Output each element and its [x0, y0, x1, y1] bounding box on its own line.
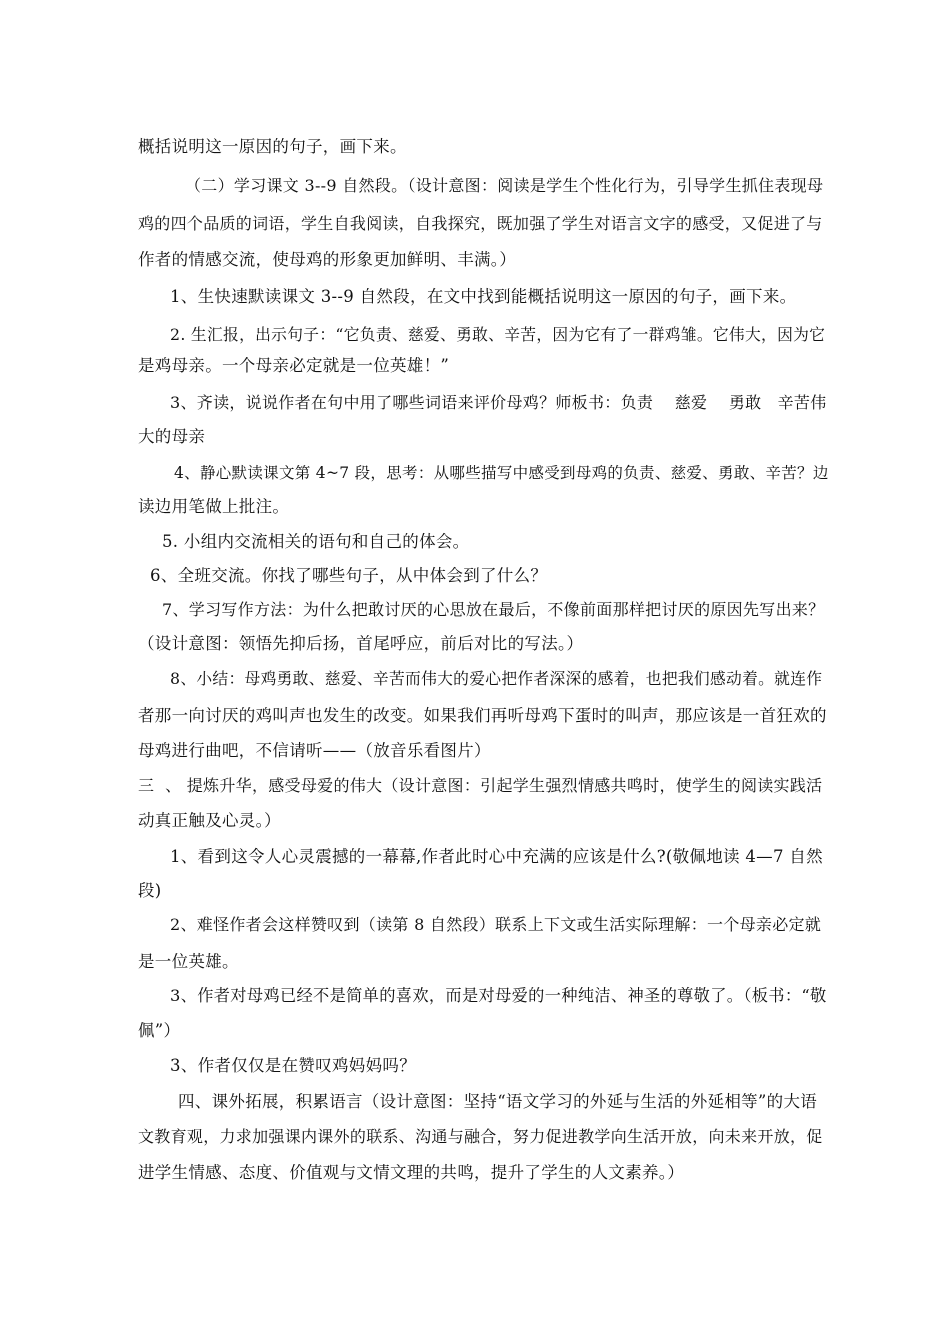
text-line: 进学生情感、态度、价值观与文情文理的共鸣，提升了学生的人文素养。） — [138, 1163, 685, 1182]
text-line: 大的母亲 — [138, 427, 206, 446]
text-line: 段) — [138, 881, 162, 900]
text-line: 1、看到这令人心灵震撼的一幕幕,作者此时心中充满的应该是什么?(敬佩地读 4—7 自然 — [170, 847, 823, 866]
text-line: 3、齐读，说说作者在句中用了哪些词语来评价母鸡？师板书：负责 慈爱 勇敢 辛苦伟 — [170, 393, 827, 412]
text-line: 动真正触及心灵。） — [138, 811, 281, 830]
text-line: 者那一向讨厌的鸡叫声也发生的改变。如果我们再听母鸡下蛋时的叫声，那应该是一首狂欢的 — [138, 706, 827, 725]
text-line: 是鸡母亲。一个母亲必定就是一位英雄！” — [138, 356, 450, 375]
text-line: 三 、 提炼升华，感受母爱的伟大（设计意图：引起学生强烈情感共鸣时，使学生的阅读实践活 — [138, 776, 823, 795]
text-line: （设计意图：领悟先抑后扬，首尾呼应，前后对比的写法。） — [138, 634, 584, 653]
text-line: 6、全班交流。你找了哪些句子，从中体会到了什么？ — [150, 566, 548, 585]
text-line: 母鸡进行曲吧，不信请听——（放音乐看图片） — [138, 741, 491, 760]
text-line: 是一位英雄。 — [138, 952, 239, 971]
text-line: 2、难怪作者会这样赞叹到（读第 8 自然段）联系上下文或生活实际理解：一个母亲必定就 — [170, 915, 822, 934]
text-line: 7、学习写作方法：为什么把敢讨厌的心思放在最后，不像前面那样把讨厌的原因先写出来？ — [162, 600, 825, 619]
text-line: 5. 小组内交流相关的语句和自己的体会。 — [162, 532, 470, 551]
text-line: 8、小结：母鸡勇敢、慈爱、辛苦而伟大的爱心把作者深深的感着，也把我们感动着。就连作 — [170, 669, 823, 688]
text-line: （二）学习课文 3--9 自然段。（设计意图：阅读是学生个性化行为，引导学生抓住表现母 — [185, 176, 824, 195]
text-line: 文教育观，力求加强课内课外的联系、沟通与融合，努力促进教学向生活开放，向未来开放，促 — [138, 1127, 823, 1146]
text-line: 读边用笔做上批注。 — [138, 497, 290, 516]
text-line: 4、静心默读课文第 4~7 段，思考：从哪些描写中感受到母鸡的负责、慈爱、勇敢、辛苦？边 — [174, 464, 829, 482]
text-line: 3、作者对母鸡已经不是简单的喜欢，而是对母爱的一种纯洁、神圣的尊敬了。（板书：“敬 — [170, 986, 827, 1005]
text-line: 2. 生汇报，出示句子：“它负责、慈爱、勇敢、辛苦，因为它有了一群鸡雏。它伟大，因为它 — [170, 325, 826, 344]
text-line: 四、课外拓展，积累语言（设计意图：坚持“语文学习的外延与生活的外延相等”的大语 — [178, 1092, 818, 1111]
text-line: 鸡的四个品质的词语，学生自我阅读，自我探究，既加强了学生对语言文字的感受，又促进了与 — [138, 214, 823, 233]
text-line: 概括说明这一原因的句子，画下来。 — [138, 137, 407, 156]
text-line: 1、生快速默读课文 3--9 自然段，在文中找到能概括说明这一原因的句子，画下来。 — [170, 287, 797, 306]
text-line: 3、作者仅仅是在赞叹鸡妈妈吗？ — [170, 1056, 416, 1075]
text-line: 作者的情感交流，使母鸡的形象更加鲜明、丰满。） — [138, 250, 517, 269]
text-line: 佩”） — [138, 1021, 181, 1040]
